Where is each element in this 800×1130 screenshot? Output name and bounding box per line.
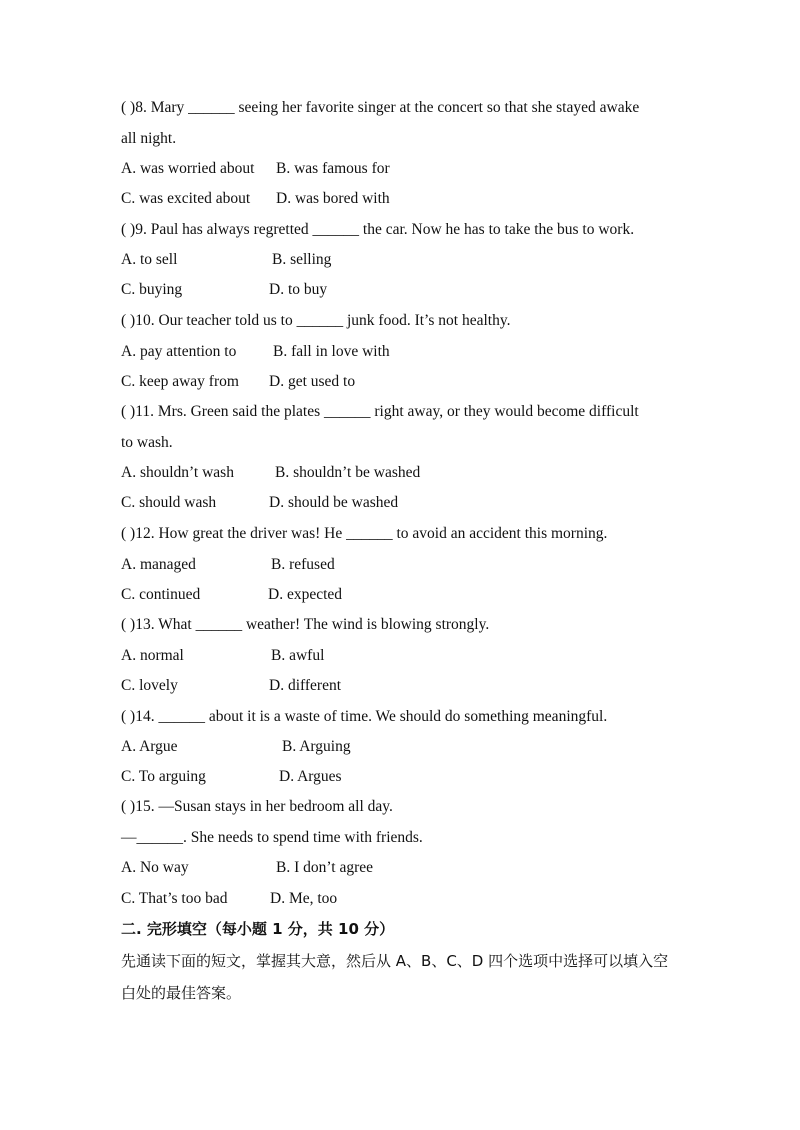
section-instruction-line-1: 先通读下面的短文，掌握其大意，然后从 A、B、C、D 四个选项中选择可以填入空 xyxy=(121,952,669,970)
question-10-options-row-2 xyxy=(121,372,356,392)
option-c: C. buying xyxy=(121,281,183,298)
option-b: B. selling xyxy=(272,251,332,268)
question-14-options-row-1 xyxy=(121,737,351,757)
question-8-options-row-2 xyxy=(121,189,390,209)
option-d: D. different xyxy=(269,677,342,694)
option-c: C. was excited about xyxy=(121,190,251,207)
option-c: C. should wash xyxy=(121,494,217,511)
option-d: D. was bored with xyxy=(276,190,390,207)
option-d: D. Argues xyxy=(279,768,342,785)
option-c: C. To arguing xyxy=(121,768,206,785)
option-a: A. No way xyxy=(121,859,189,876)
option-a: A. Argue xyxy=(121,738,178,755)
option-d: D. expected xyxy=(268,586,343,603)
question-9-options-row-1 xyxy=(121,250,332,270)
option-b: B. Arguing xyxy=(282,738,351,755)
option-a: A. pay attention to xyxy=(121,343,237,360)
question-12-options-row-1 xyxy=(121,555,335,575)
question-15-stem: ( )15. —Susan stays in her bedroom all day. xyxy=(121,798,393,815)
option-c: C. That’s too bad xyxy=(121,890,228,907)
option-a: A. shouldn’t wash xyxy=(121,464,234,481)
option-a: A. normal xyxy=(121,647,184,664)
question-13-options-row-1 xyxy=(121,646,325,666)
question-15-options-row-1 xyxy=(121,858,373,878)
question-12-options-row-2 xyxy=(121,585,343,605)
section-instruction-line-2: 白处的最佳答案。 xyxy=(121,984,242,1002)
section-title: 二. 完形填空（每小题 1 分，共 10 分） xyxy=(121,920,395,938)
question-8-stem-continued: all night. xyxy=(121,130,177,147)
question-8-options-row-1 xyxy=(121,159,390,179)
question-10-options-row-1 xyxy=(121,342,390,362)
question-11-options-row-1 xyxy=(121,463,421,483)
question-9-options-row-2 xyxy=(121,280,328,300)
option-c: C. continued xyxy=(121,586,201,603)
option-b: B. I don’t agree xyxy=(276,859,373,876)
option-a: A. managed xyxy=(121,556,196,573)
question-11-stem-continued: to wash. xyxy=(121,434,173,451)
option-c: C. lovely xyxy=(121,677,178,694)
option-a: A. was worried about xyxy=(121,160,255,177)
option-d: D. Me, too xyxy=(270,890,338,907)
question-13-options-row-2 xyxy=(121,676,342,696)
question-15-stem-continued: —______. She needs to spend time with friends. xyxy=(121,829,423,846)
option-d: D. get used to xyxy=(269,373,356,390)
question-10-stem: ( )10. Our teacher told us to ______ junk food. It’s not healthy. xyxy=(121,312,511,329)
option-b: B. awful xyxy=(271,647,325,664)
option-b: B. fall in love with xyxy=(273,343,390,360)
question-13-stem: ( )13. What ______ weather! The wind is blowing strongly. xyxy=(121,616,490,633)
option-b: B. shouldn’t be washed xyxy=(275,464,421,481)
question-11-options-row-2 xyxy=(121,493,399,513)
question-14-options-row-2 xyxy=(121,767,342,787)
option-a: A. to sell xyxy=(121,251,178,268)
question-15-options-row-2 xyxy=(121,889,338,909)
question-9-stem: ( )9. Paul has always regretted ______ the car. Now he has to take the bus to work. xyxy=(121,221,635,238)
option-b: B. was famous for xyxy=(276,160,390,177)
option-d: D. to buy xyxy=(269,281,328,298)
option-b: B. refused xyxy=(271,556,335,573)
option-c: C. keep away from xyxy=(121,373,239,390)
question-11-stem: ( )11. Mrs. Green said the plates ______ right away, or they would become difficult xyxy=(121,403,639,420)
question-12-stem: ( )12. How great the driver was! He ______ to avoid an accident this morning. xyxy=(121,525,608,542)
option-d: D. should be washed xyxy=(269,494,399,511)
question-8-stem: ( )8. Mary ______ seeing her favorite singer at the concert so that she stayed awake xyxy=(121,99,640,116)
question-14-stem: ( )14. ______ about it is a waste of time. We should do something meaningful. xyxy=(121,708,608,725)
